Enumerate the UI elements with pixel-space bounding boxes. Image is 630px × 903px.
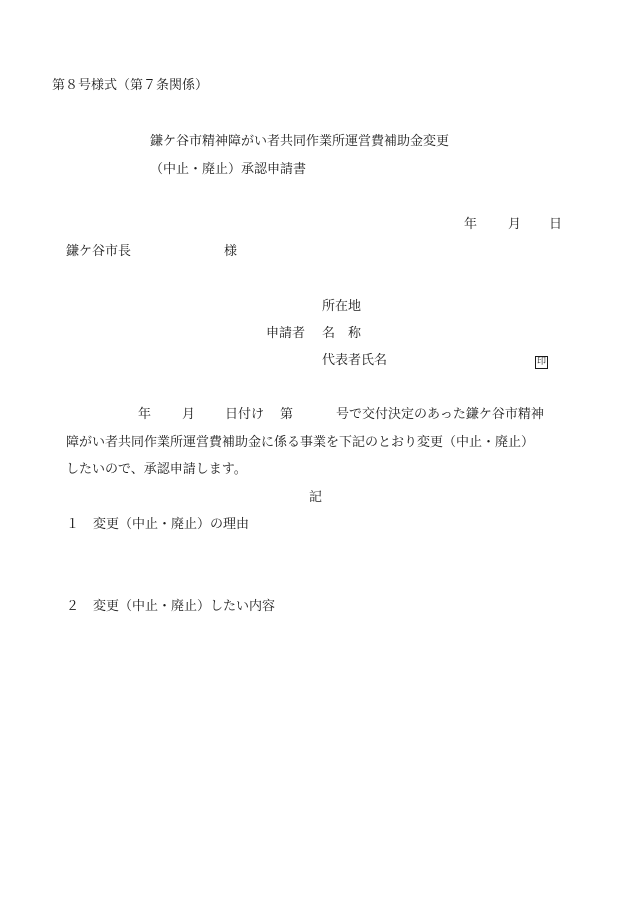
body-line1-text: 号で交付決定のあった鎌ケ谷市精神	[336, 407, 544, 422]
document-title-line2: （中止・廃止）承認申請書	[150, 162, 307, 177]
applicant-name-label: 名 称	[322, 326, 362, 341]
date-month-label: 月	[508, 217, 522, 232]
body-dated-label: 日付け	[225, 407, 265, 422]
applicant-representative-label: 代表者氏名	[322, 353, 388, 368]
seal-icon: 印	[536, 357, 546, 367]
body-month-label: 月	[182, 407, 196, 422]
date-day-label: 日	[549, 217, 563, 232]
item-1-text: 変更（中止・廃止）の理由	[93, 517, 250, 532]
addressee-honorific: 様	[224, 244, 238, 259]
body-line2-text: 障がい者共同作業所運営費補助金に係る事業を下記のとおり変更（中止・廃止）	[66, 435, 535, 450]
addressee-name: 鎌ケ谷市長	[66, 244, 132, 259]
form-number: 第８号様式（第７条関係）	[52, 78, 209, 93]
body-year-label: 年	[138, 407, 152, 422]
item-1-number: １	[66, 517, 80, 532]
item-2-text: 変更（中止・廃止）したい内容	[93, 599, 276, 614]
document-title-line1: 鎌ケ谷市精神障がい者共同作業所運営費補助金変更	[150, 134, 450, 149]
seal-mark	[535, 353, 548, 369]
ki-heading: 記	[309, 490, 323, 505]
applicant-label: 申請者	[266, 326, 306, 341]
item-1	[66, 517, 249, 533]
body-line3-text: したいので、承認申請します。	[66, 462, 247, 477]
applicant-address-label: 所在地	[322, 299, 362, 314]
item-2	[66, 599, 275, 615]
date-year-label: 年	[464, 217, 478, 232]
body-number-prefix: 第	[280, 407, 294, 422]
item-2-number: ２	[66, 599, 80, 614]
